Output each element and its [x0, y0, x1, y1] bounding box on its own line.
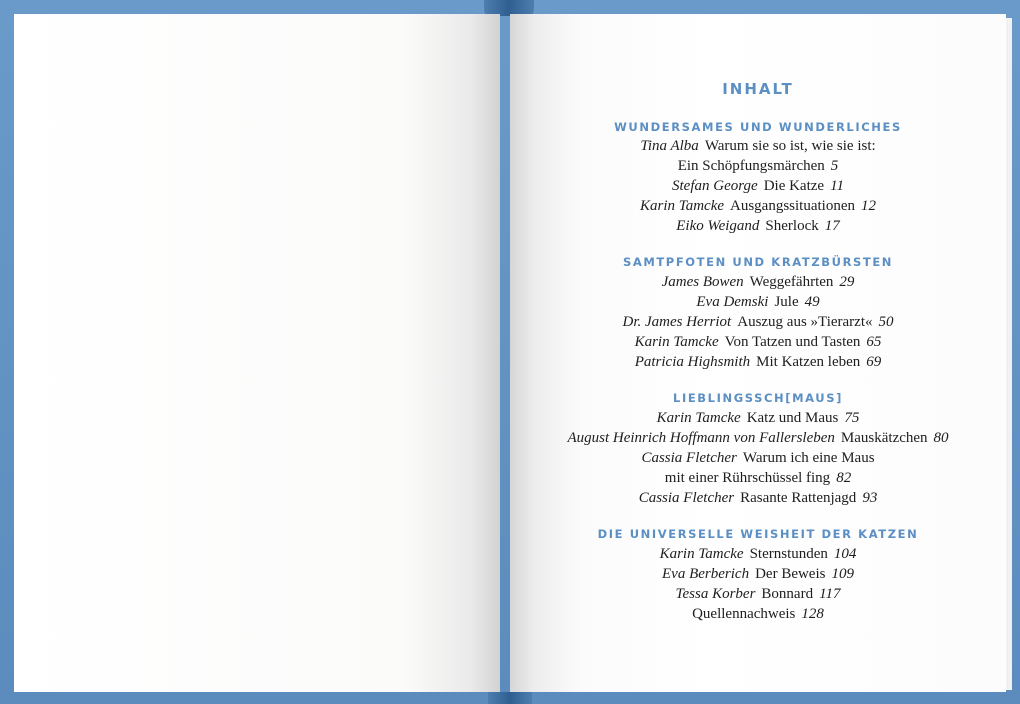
toc-entry	[450, 216, 1020, 236]
entry-page: 75	[844, 410, 860, 426]
toc-entry	[450, 408, 1020, 428]
entry-page: 93	[862, 490, 878, 506]
toc-entry	[450, 292, 1020, 312]
entry-author: James Bowen	[661, 274, 744, 290]
entry-title: Der Beweis	[755, 566, 826, 582]
toc-entry	[450, 564, 1020, 584]
entry-title: Rasante Rattenjagd	[740, 490, 857, 506]
section-heading: LIEBLINGSSCH[MAUS]	[673, 391, 843, 405]
entry-author: August Heinrich Hoffmann von Fallersleben	[567, 430, 835, 446]
entry-title: Ein Schöpfungsmärchen	[677, 158, 825, 174]
entry-author: Tessa Korber	[675, 586, 756, 602]
entry-author: Tina Alba	[640, 138, 699, 154]
section-heading: DIE UNIVERSELLE WEISHEIT DER KATZEN	[597, 527, 919, 541]
entry-page: 49	[804, 294, 820, 310]
entry-page: 117	[819, 586, 841, 602]
left-page-blank	[14, 14, 500, 692]
entry-title: Von Tatzen und Tasten	[724, 334, 861, 350]
toc-entry	[450, 468, 1020, 488]
entry-author: Cassia Fletcher	[638, 490, 735, 506]
entry-page: 128	[801, 606, 824, 622]
toc-entry	[450, 312, 1020, 332]
toc-entry	[450, 488, 1020, 508]
entry-page: 65	[866, 334, 882, 350]
entry-author: Patricia Highsmith	[634, 354, 751, 370]
entry-title: Katz und Maus	[746, 410, 839, 426]
entry-page: 82	[836, 470, 852, 486]
toc-entry	[450, 428, 1020, 448]
toc-entry	[450, 196, 1020, 216]
entry-author: Karin Tamcke	[639, 198, 725, 214]
entry-title: Mauskätzchen	[840, 430, 928, 446]
entry-page: 109	[831, 566, 854, 582]
entry-title: Weggefährten	[749, 274, 834, 290]
entry-page: 104	[833, 546, 857, 562]
entry-author: Cassia Fletcher	[641, 450, 737, 466]
toc-entry	[450, 604, 1020, 624]
toc-entry	[450, 448, 1020, 468]
toc-entry	[450, 332, 1020, 352]
entry-author: Karin Tamcke	[656, 410, 741, 426]
entry-title: Warum ich eine Maus	[742, 450, 875, 466]
toc-title: INHALT	[722, 80, 794, 98]
entry-author: Dr. James Herriot	[622, 314, 732, 330]
entry-page: 69	[866, 354, 882, 370]
entry-page: 12	[861, 198, 877, 214]
entry-author: Eva Berberich	[662, 566, 750, 582]
entry-title: Bonnard	[761, 586, 814, 602]
section-heading: WUNDERSAMES UND WUNDERLICHES	[614, 120, 902, 134]
entry-author: Karin Tamcke	[659, 546, 744, 562]
entry-title: Auszug aus »Tierarzt«	[737, 314, 873, 330]
entry-title: Mit Katzen leben	[756, 354, 861, 370]
entry-page: 29	[839, 274, 855, 290]
toc-entry	[450, 544, 1020, 564]
entry-title: mit einer Rührschüssel fing	[664, 470, 831, 486]
section-heading: SAMTPFOTEN UND KRATZBÜRSTEN	[622, 255, 894, 269]
entry-title: Jule	[774, 294, 799, 310]
entry-page: 80	[933, 430, 949, 446]
toc-entry	[450, 156, 1020, 176]
entry-title: Warum sie so ist, wie sie ist:	[704, 138, 876, 154]
entry-author: Eva Demski	[696, 294, 769, 310]
entry-page: 11	[830, 178, 844, 194]
entry-title: Sternstunden	[749, 546, 828, 562]
toc-entry	[450, 584, 1020, 604]
entry-page: 17	[824, 218, 840, 234]
entry-title: Quellennachweis	[692, 606, 796, 622]
toc-entry	[450, 352, 1020, 372]
entry-author: Stefan George	[672, 178, 758, 194]
entry-author: Karin Tamcke	[634, 334, 719, 350]
toc-entry	[450, 272, 1020, 292]
entry-title: Ausgangssituationen	[730, 198, 856, 214]
toc-entry	[450, 176, 1020, 196]
entry-author: Eiko Weigand	[676, 218, 760, 234]
entry-title: Die Katze	[763, 178, 825, 194]
entry-page: 5	[830, 158, 839, 174]
entry-page: 50	[878, 314, 894, 330]
book-spine-bottom	[488, 692, 532, 704]
entry-title: Sherlock	[765, 218, 819, 234]
toc-entry	[450, 136, 1020, 156]
